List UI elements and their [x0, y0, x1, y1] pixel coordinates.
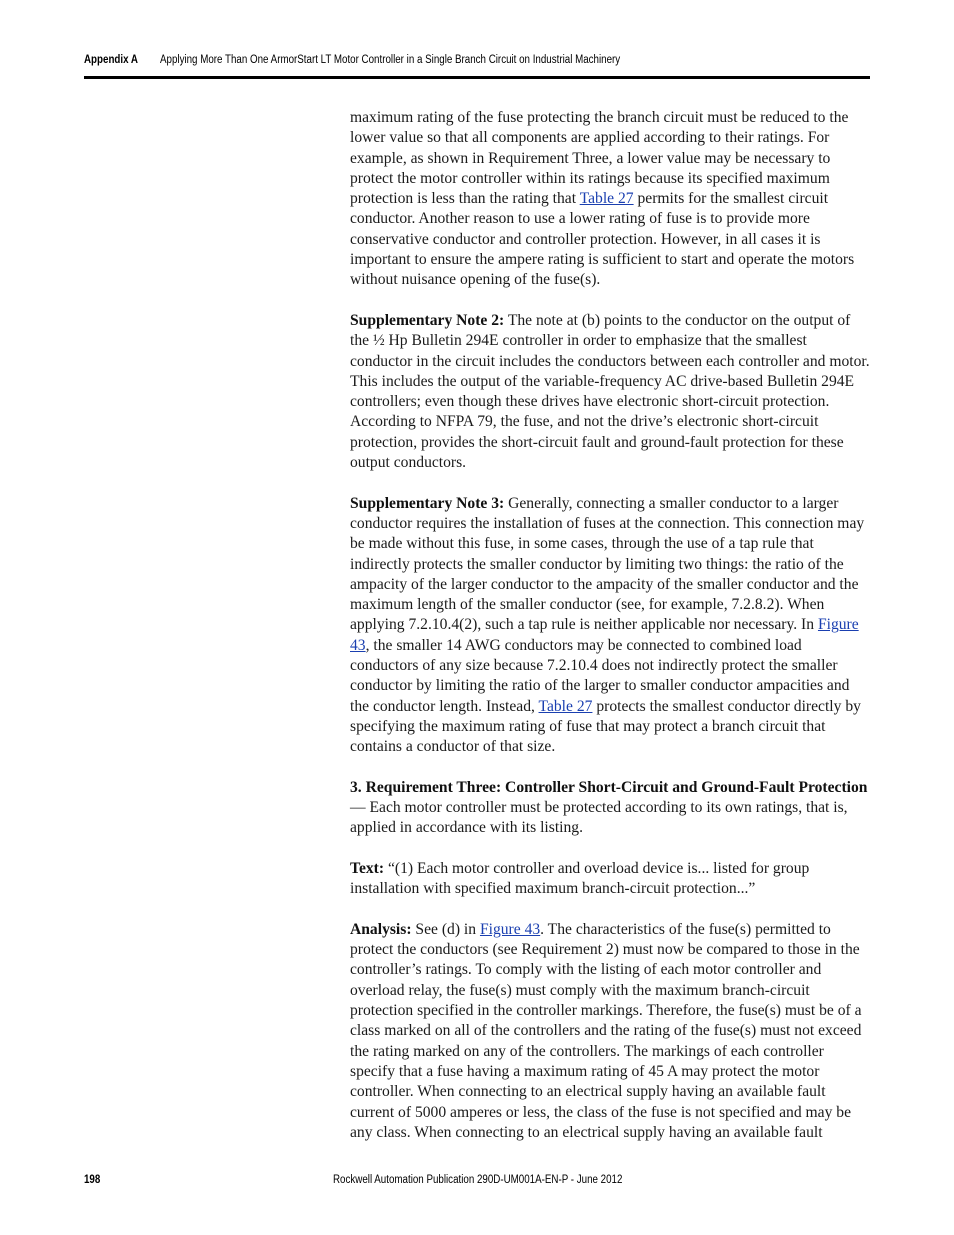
- figure-43-link[interactable]: Figure 43: [479, 920, 541, 938]
- text-span: See (d) in: [411, 920, 480, 938]
- note-3-label: Supplementary Note 3:: [350, 494, 505, 512]
- text-span: , the smaller 14 AWG conductors may be connected to combined load conductors of any size because 7.2.10.4 does not indirectly protect the smaller conductor by limiting the ratio of the larger to smaller conductor ampacities and the conductor length. Instead,: [350, 636, 850, 715]
- text-span: maximum rating of the fuse protecting the branch circuit must be reduced to the lower value so that all components are applied according to their ratings. For example, as shown in Requirement Three, a lower value may be necessary to protect the motor controller within its ratings because its specified maximum protection is less than the rating that: [350, 109, 849, 208]
- text-span: The note at (b) points to the conductor on the output of the ½ Hp Bulletin 294E controller in order to emphasize that the smallest conductor in the circuit includes the conductors between each controller and motor. This includes the output of the variable-frequency AC drive-based Bulletin 294E controllers; even though these drives have electronic short-circuit protection. According to NFPA 79, the fuse, and not the drive’s electronic short-circuit protection, provides the short-circuit fault and ground-fault protection for these output conductors.: [350, 311, 870, 472]
- text-span: “(1) Each motor controller and overload device is... listed for group installation with specified maximum branch-circuit protection...”: [350, 859, 810, 898]
- text-span: protects the smallest conductor directly by specifying the maximum rating of fuse that may protect a branch circuit that contains a conductor of that size.: [350, 697, 861, 756]
- paragraph-analysis: [350, 920, 872, 1143]
- header-appendix-label: Appendix A: [84, 54, 138, 66]
- text-span: . The characteristics of the fuse(s) permitted to protect the conductors (see Requirement 2) must now be compared to those in the controller’s ratings. To comply with the listing of each motor controller and overload relay, the fuse(s) must comply with the maximum branch-circuit protection specified in the controller markings. Therefore, the fuse(s) must be of a class marked on all of the controllers and the rating of the fuse(s) must not exceed the rating marked on any of the controllers. The markings of each controller specify that a fuse having a maximum rating of 45 A may protect the motor controller. When connecting to an electrical supply having an available fault current of 5000 amperes or less, the class of the fuse is not specified and may be any class. When connecting to an electrical supply having an available fault: [350, 920, 862, 1141]
- text-span: Generally, connecting a smaller conductor to a larger conductor requires the installation of fuses at the connection. This connection may be made without this fuse, in some cases, through the use of a tap rule that indirectly protects the smaller conductor by limiting two things: the ratio of the ampacity of the larger conductor to the ampacity of the smaller conductor and the maximum length of the smaller conductor (see, for example, 7.2.8.2). When applying 7.2.10.4(2), such a tap rule is neither applicable nor necessary. In: [350, 494, 865, 634]
- paragraph-text: [350, 859, 872, 900]
- note-2-label: Supplementary Note 2:: [350, 311, 505, 329]
- table-27-link[interactable]: Table 27: [579, 190, 634, 208]
- main-content: [350, 108, 872, 1163]
- paragraph-supplementary-note-2: [350, 311, 872, 473]
- paragraph-supplementary-note-3: [350, 494, 872, 758]
- analysis-label: Analysis:: [350, 920, 412, 938]
- table-27-link[interactable]: Table 27: [538, 697, 593, 715]
- page-header: [84, 52, 870, 79]
- paragraph-fuse-rating: [350, 108, 872, 291]
- header-chapter-title: Applying More Than One ArmorStart LT Motor Controller in a Single Branch Circuit on Industrial Machinery: [160, 54, 621, 66]
- requirement-three-heading: 3. Requirement Three: Controller Short-Circuit and Ground-Fault Protection: [350, 778, 868, 796]
- page-number: 198: [84, 1174, 101, 1186]
- text-span: — Each motor controller must be protected according to its own ratings, that is, applied in accordance with its listing.: [350, 799, 848, 837]
- text-label: Text:: [350, 859, 385, 877]
- publication-footer: Rockwell Automation Publication 290D-UM001A-EN-P - June 2012: [333, 1174, 623, 1186]
- paragraph-requirement-three: [350, 778, 872, 839]
- figure-43-link[interactable]: Figure 43: [350, 616, 859, 654]
- text-span: permits for the smallest circuit conductor. Another reason to use a lower rating of fuse is to provide more conservative conductor and controller protection. However, in all cases it is important to ensure the ampere rating is sufficient to start and operate the motors without nuisance opening of the fuse(s).: [350, 190, 855, 289]
